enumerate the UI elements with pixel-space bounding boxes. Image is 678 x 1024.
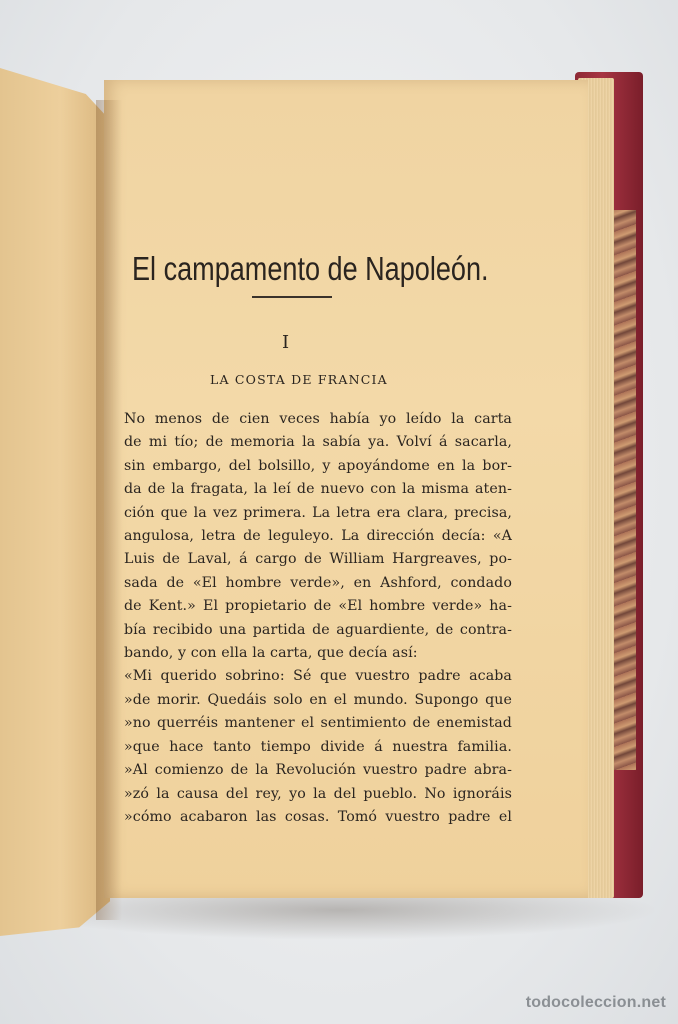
chapter-title: LA COSTA DE FRANCIA: [210, 372, 388, 387]
text-line: »no querréis mantener el sentimiento de enemistad: [124, 715, 512, 732]
body-text: [124, 408, 512, 829]
text-line: angulosa, letra de leguleyo. La dirección decía: «A: [124, 528, 512, 545]
chapter-number: I: [282, 332, 290, 353]
text-line: ción que la vez primera. La letra era clara, precisa,: [124, 504, 512, 521]
text-line: »cómo acabaron las cosas. Tomó vuestro padre el: [124, 808, 512, 825]
text-line: sin embargo, del bolsillo, y apoyándome en la bor-: [124, 457, 512, 474]
title-rule: [252, 296, 332, 298]
watermark: todocoleccion.net: [525, 994, 666, 1011]
text-line: sada de «El hombre verde», en Ashford, condado: [124, 574, 512, 591]
page-title: El campamento de Napoleón.: [132, 250, 489, 287]
book-gutter: [96, 100, 122, 920]
text-line: de Kent.» El propietario de «El hombre verde» ha-: [124, 598, 512, 615]
text-line: »que hace tanto tiempo divide á nuestra familia.: [124, 738, 512, 755]
text-line: »Al comienzo de la Revolución vuestro padre abra-: [124, 762, 512, 779]
text-line: bando, y con ella la carta, que decía así:: [124, 645, 418, 662]
text-line: Luis de Laval, á cargo de William Hargreaves, po-: [124, 551, 512, 568]
text-line: »de morir. Quedáis solo en el mundo. Supongo que: [124, 691, 512, 708]
text-line: da de la fragata, la leí de nuevo con la misma aten-: [124, 481, 512, 498]
left-page: [0, 68, 110, 936]
text-line: No menos de cien veces había yo leído la carta: [124, 411, 512, 427]
text-line: bía recibido una partida de aguardiente, de contra-: [124, 621, 512, 638]
text-line: de mi tío; de memoria la sabía ya. Volví á sacarla,: [124, 434, 512, 451]
text-line: »zó la causa del rey, yo la del pueblo. No ignoráis: [124, 785, 512, 802]
text-line: «Mi querido sobrino: Sé que vuestro padre acaba: [124, 668, 512, 685]
